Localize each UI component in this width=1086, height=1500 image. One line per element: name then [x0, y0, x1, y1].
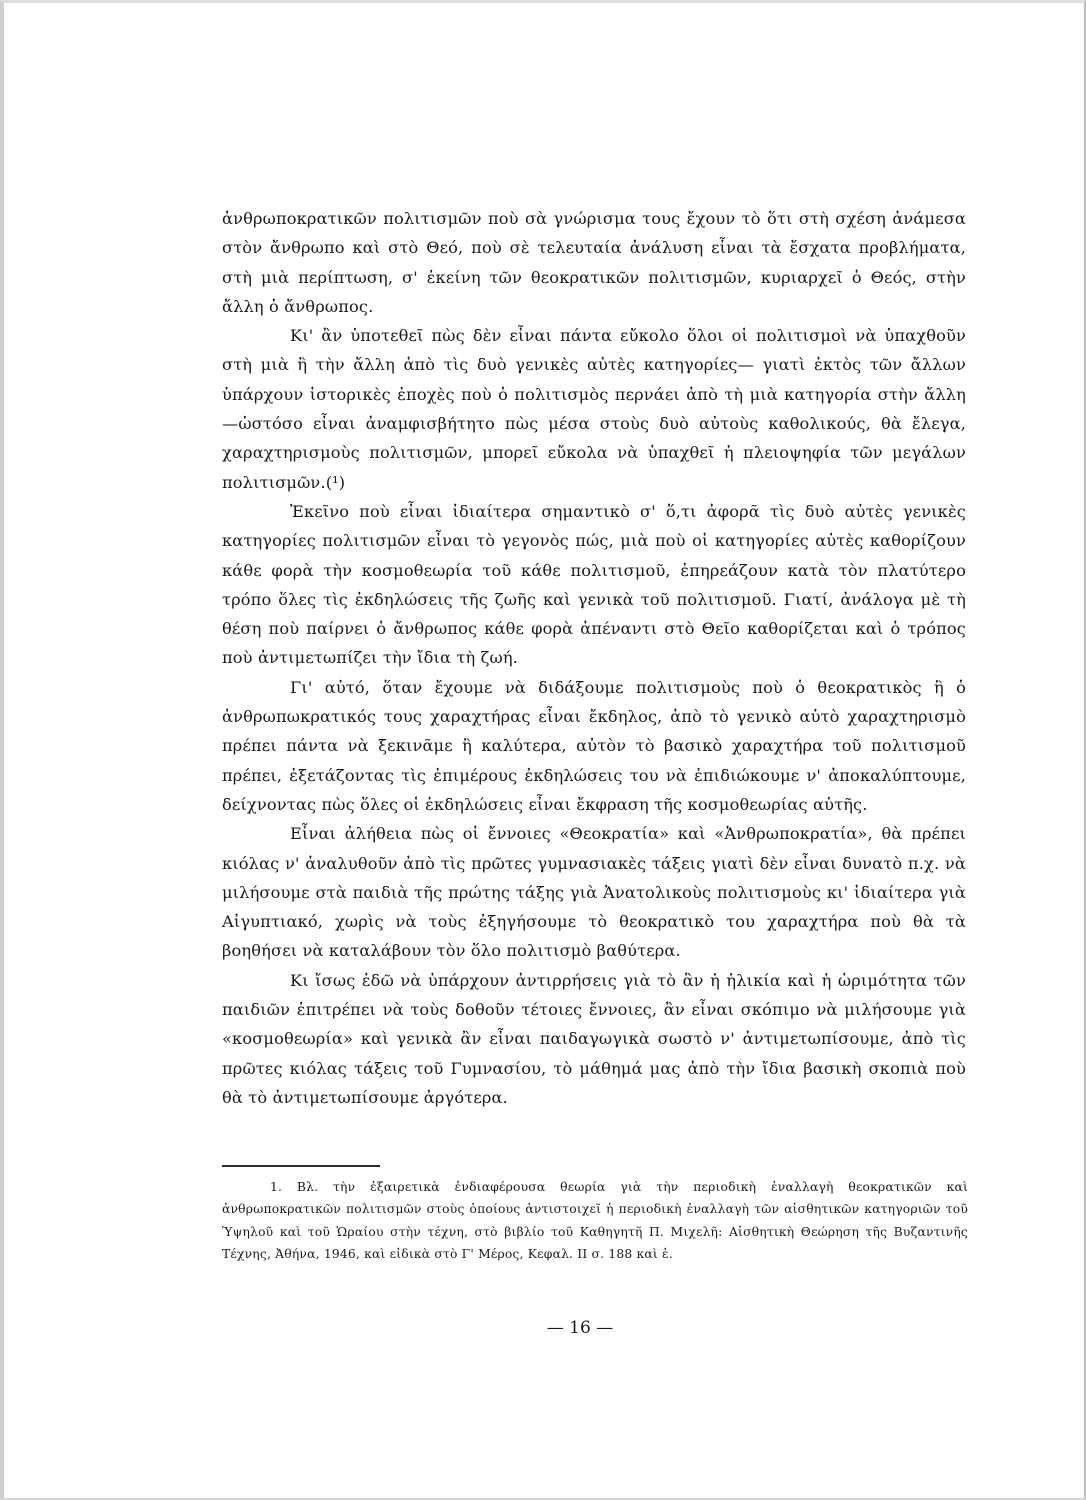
paragraph-4: Γι' αὐτό, ὅταν ἔχουμε νὰ διδάξουμε πολιτισμοὺς ποὺ ὁ θεοκρατικὸς ἢ ὁ ἀνθρωπωκρατικός τους χαραχτήρας εἶναι ἔκδηλος, ἀπὸ τὸ γενικὸ αὐτὸ χαραχτηρισμὸ πρέπει πάντα νὰ ξεκινᾶμε ἢ καλύτερα, αὐτὸν τὸ βασικὸ χαραχτήρα τοῦ πολιτισμοῦ πρέπει, ἐξετάζοντας τὶς ἐπιμέρους ἐκδηλώσεις του νὰ ἐπιδιώκουμε ν' ἀποκαλύπτουμε, δείχνοντας πὼς ὅλες οἱ ἐκδηλώσεις εἶναι ἔκφραση τῆς κοσμοθεωρίας αὐτῆς. — [222, 677, 966, 814]
paragraph-3: Ἐκεῖνο ποὺ εἶναι ἰδιαίτερα σημαντικὸ σ' ὅ,τι ἀφορᾶ τὶς δυὸ αὐτὲς γενικὲς κατηγορίες πολιτισμῶν εἶναι τὸ γεγονὸς πώς, μιὰ ποὺ οἱ κατηγορίες αὐτὲς καθορίζουν κάθε φορὰ τὴν κοσμοθεωρία τοῦ κάθε πολιτισμοῦ, ἐπηρεάζουν κατὰ τὸν πλατύτερο τρόπο ὅλες τὶς ἐκδηλώσεις τῆς ζωῆς καὶ γενικὰ τοῦ πολιτισμοῦ. Γιατί, ἀνάλογα μὲ τὴ θέση ποὺ παίρνει ὁ ἄνθρωπος κάθε φορὰ ἀπέναντι στὸ Θεῖο καθορίζεται καὶ ὁ τρόπος ποὺ ἀντιμετωπίζει τὴν ἴδια τὴ ζωή. — [222, 501, 966, 668]
body-text — [222, 204, 966, 1112]
page-number: — 16 — — [546, 1318, 614, 1338]
footnote: 1. Βλ. τὴν ἐξαιρετικὰ ἐνδιαφέρουσα θεωρία γιὰ τὴν περιοδικὴ ἐναλλαγὴ θεοκρατικῶν καὶ ἀνθρωποκρατικῶν πολιτισμῶν στοὺς ὁποίους ἀντιστοιχεῖ ἡ περιοδικὴ ἐναλλαγὴ τῶν αἰσθητικῶν κατηγοριῶν τοῦ Ὑψηλοῦ καὶ τοῦ Ὡραίου στὴν τέχνη, στὸ βιβλίο τοῦ Καθηγητῆ Π. Μιχελῆ: Αἰσθητικὴ Θεώρηση τῆς Βυζαντινῆς Τέχνης, Ἀθήνα, 1946, καὶ εἰδικὰ στὸ Γ' Μέρος, Κεφαλ. II σ. 188 καὶ ἑ. — [222, 1180, 968, 1262]
paragraph-1: ἀνθρωποκρατικῶν πολιτισμῶν ποὺ σὰ γνώρισμα τους ἔχουν τὸ ὅτι στὴ σχέση ἀνάμεσα στὸν ἄνθρωπο καὶ στὸ Θεό, ποὺ σὲ τελευταία ἀνάλυση εἶναι τὰ ἔσχατα προβλήματα, στὴ μιὰ περίπτωση, σ' ἐκείνη τῶν θεοκρατικῶν πολιτισμῶν, κυριαρχεῖ ὁ Θεός, στὴν ἄλλη ὁ ἄνθρωπος. — [222, 209, 966, 316]
paragraph-6: Κι ἴσως ἐδῶ νὰ ὑπάρχουν ἀντιρρήσεις γιὰ τὸ ἂν ἡ ἡλικία καὶ ἡ ὡριμότητα τῶν παιδιῶν ἐπιτρέπει νὰ τοὺς δοθοῦν τέτοιες ἔννοιες, ἂν εἶναι σκόπιμο νὰ μιλήσουμε γιὰ «κοσμοθεωρία» καὶ γενικὰ ἂν εἶναι παιδαγωγικὰ σωστὸ ν' ἀντιμετωπίσουμε, ἀπὸ τὶς πρῶτες κιόλας τάξεις τοῦ Γυμνασίου, τὸ μάθημά μας ἀπὸ τὴν ἴδια βασικὴ σκοπιὰ ποὺ θὰ τὸ ἀντιμετωπίσουμε ἀργότερα. — [222, 970, 966, 1107]
paragraph-2: Κι' ἂν ὑποτεθεῖ πὼς δὲν εἶναι πάντα εὔκολο ὅλοι οἱ πολιτισμοὶ νὰ ὑπαχθοῦν στὴ μιὰ ἢ τὴν ἄλλη ἀπὸ τὶς δυὸ γενικὲς αὐτὲς κατηγορίες— γιατὶ ἐκτὸς τῶν ἄλλων ὑπάρχουν ἱστορικὲς ἐποχὲς ποὺ ὁ πολιτισμὸς περνάει ἀπὸ τὴ μιὰ κατηγορία στὴν ἄλλη—ὡστόσο εἶναι ἀναμφισβήτητο πὼς μέσα στοὺς δυὸ αὐτοὺς καθολικούς, θὰ ἔλεγα, χαραχτηρισμοὺς πολιτισμῶν, μπορεῖ εὔκολα νὰ ὑπαχθεῖ ἡ πλειοψηφία τῶν μεγάλων πολιτισμῶν.(¹) — [222, 326, 966, 492]
paragraph-5: Εἶναι ἀλήθεια πὼς οἱ ἔννοιες «Θεοκρατία» καὶ «Ἀνθρωποκρατία», θὰ πρέπει κιόλας ν' ἀναλυθοῦν ἀπὸ τὶς πρῶτες γυμνασιακὲς τάξεις γιατὶ δὲν εἶναι δυνατὸ π.χ. νὰ μιλήσουμε στὰ παιδιὰ τῆς πρώτης τάξης γιὰ Ἀνατολικοὺς πολιτισμοὺς κι' ἰδιαίτερα γιὰ Αἰγυπτιακό, χωρὶς νὰ τοὺς ἐξηγήσουμε τὸ θεοκρατικὸ του χαραχτήρα ποὺ θὰ τὰ βοηθήσει νὰ καταλάβουν τὸν ὅλο πολιτισμὸ βαθύτερα. — [222, 824, 966, 961]
footnote-divider — [222, 1165, 380, 1167]
